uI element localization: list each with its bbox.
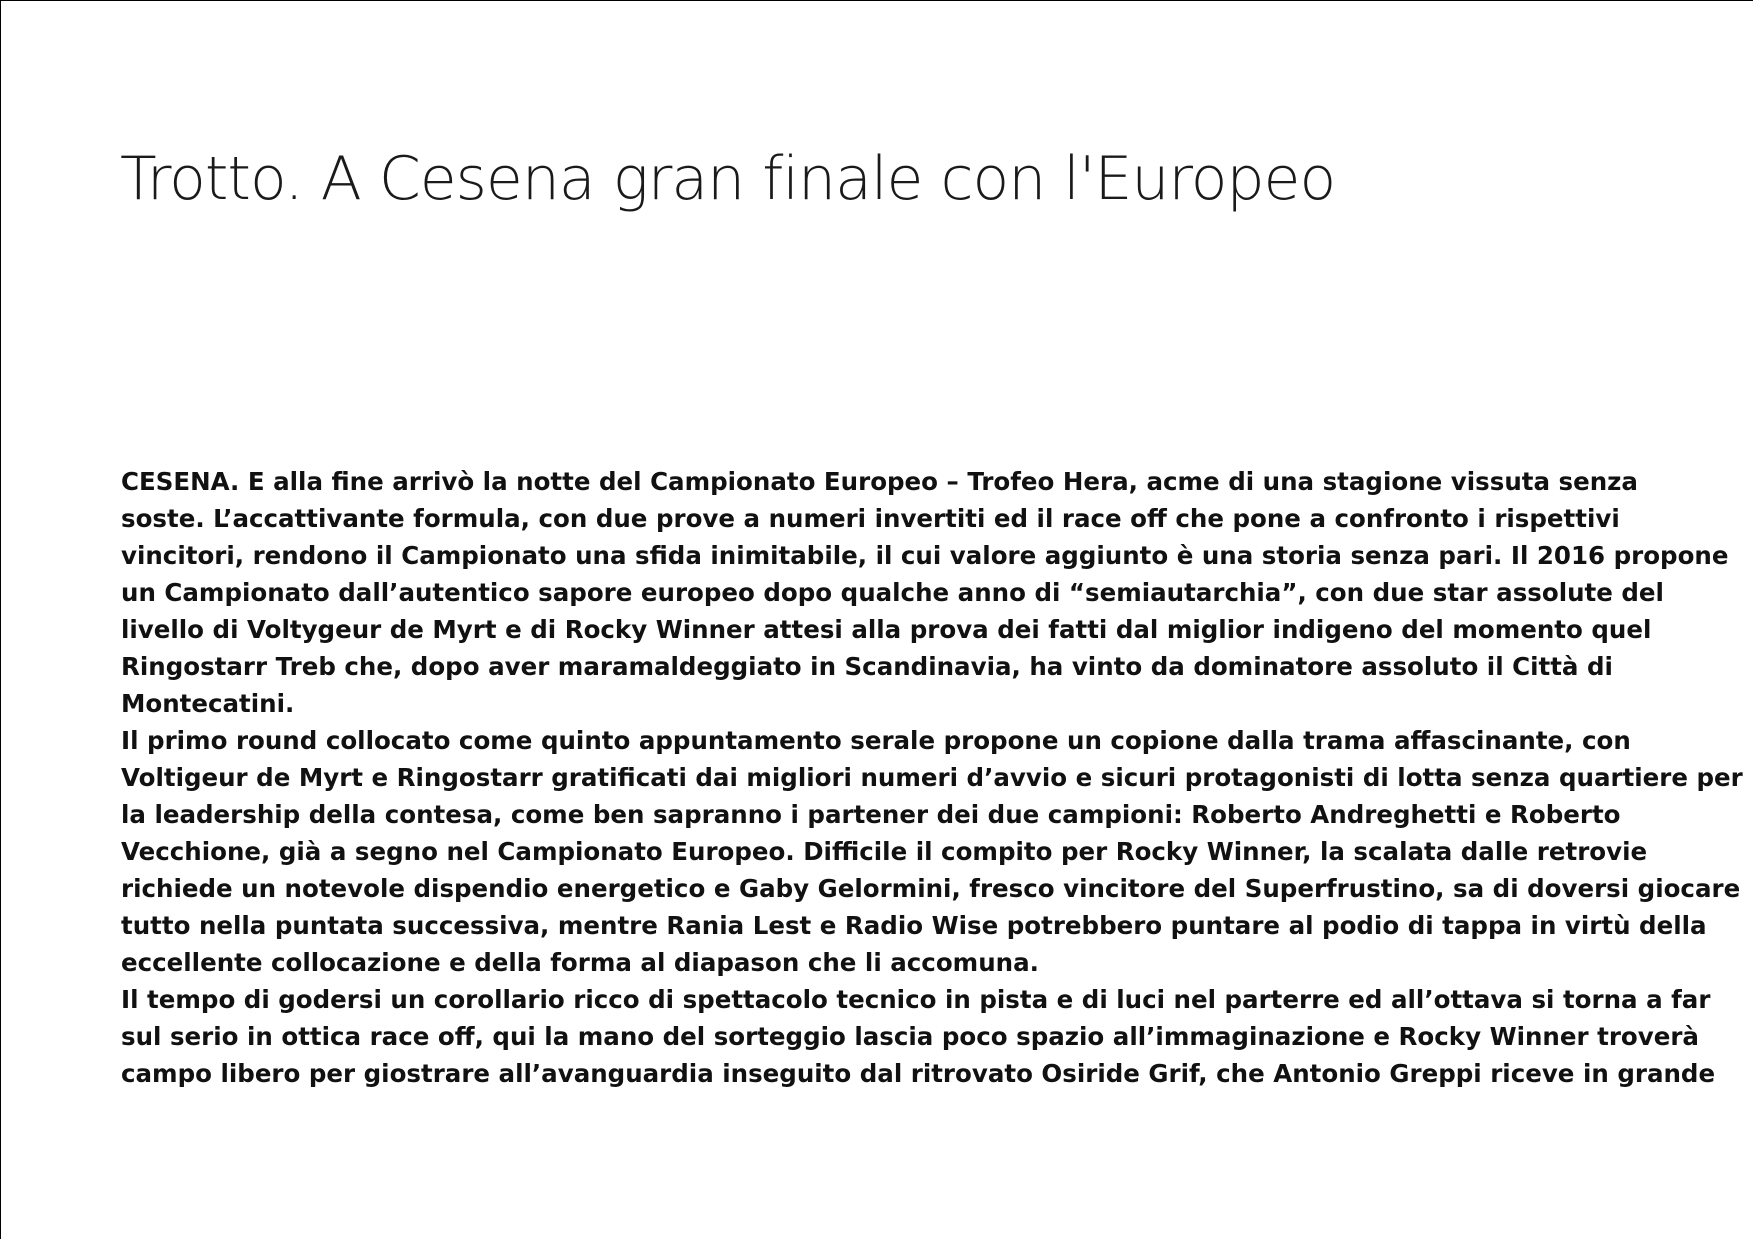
body-line: vincitori, rendono il Campionato una sfida inimitabile, il cui valore aggiunto è una storia senza pari. Il 2016 propone [121,541,1729,570]
body-line: un Campionato dall’autentico sapore europeo dopo qualche anno di “semiautarchia”, con due star assolute del [121,578,1664,607]
body-line: richiede un notevole dispendio energetico e Gaby Gelormini, fresco vincitore del Superfrustino, sa di doversi giocare [121,874,1741,903]
body-line: Il tempo di godersi un corollario ricco di spettacolo tecnico in pista e di luci nel parterre ed all’ottava si torna a far [121,985,1711,1014]
body-line: Voltigeur de Myrt e Ringostarr gratificati dai migliori numeri d’avvio e sicuri protagonisti di lotta senza quartiere per [121,763,1743,792]
body-line: Vecchione, già a segno nel Campionato Europeo. Difficile il compito per Rocky Winner, la scalata dalle retrovie [121,837,1648,866]
body-line: la leadership della contesa, come ben sapranno i partener dei due campioni: Roberto Andreghetti e Roberto [121,800,1621,829]
body-line: Ringostarr Treb che, dopo aver maramaldeggiato in Scandinavia, ha vinto da dominatore assoluto il Città di [121,652,1613,681]
article-body [121,463,1743,1092]
body-line: Montecatini. [121,689,295,718]
body-line: sul serio in ottica race off, qui la mano del sorteggio lascia poco spazio all’immaginazione e Rocky Winner troverà [121,1022,1699,1051]
body-line: tutto nella puntata successiva, mentre Rania Lest e Radio Wise potrebbero puntare al podio di tappa in virtù della [121,911,1707,940]
body-line: CESENA. E alla fine arrivò la notte del Campionato Europeo – Trofeo Hera, acme di una stagione vissuta senza [121,467,1638,496]
body-line: eccellente collocazione e della forma al diapason che li accomuna. [121,948,1039,977]
body-line: Il primo round collocato come quinto appuntamento serale propone un copione dalla trama affascinante, con [121,726,1631,755]
body-line: livello di Voltygeur de Myrt e di Rocky Winner attesi alla prova dei fatti dal miglior indigeno del momento quel [121,615,1652,644]
article-title: Trotto. A Cesena gran finale con l'Europeo [120,144,1336,214]
body-line: soste. L’accattivante formula, con due prove a numeri invertiti ed il race off che pone a confronto i rispettivi [121,504,1620,533]
body-line: campo libero per giostrare all’avanguardia inseguito dal ritrovato Osiride Grif, che Antonio Greppi riceve in grande [121,1059,1716,1088]
